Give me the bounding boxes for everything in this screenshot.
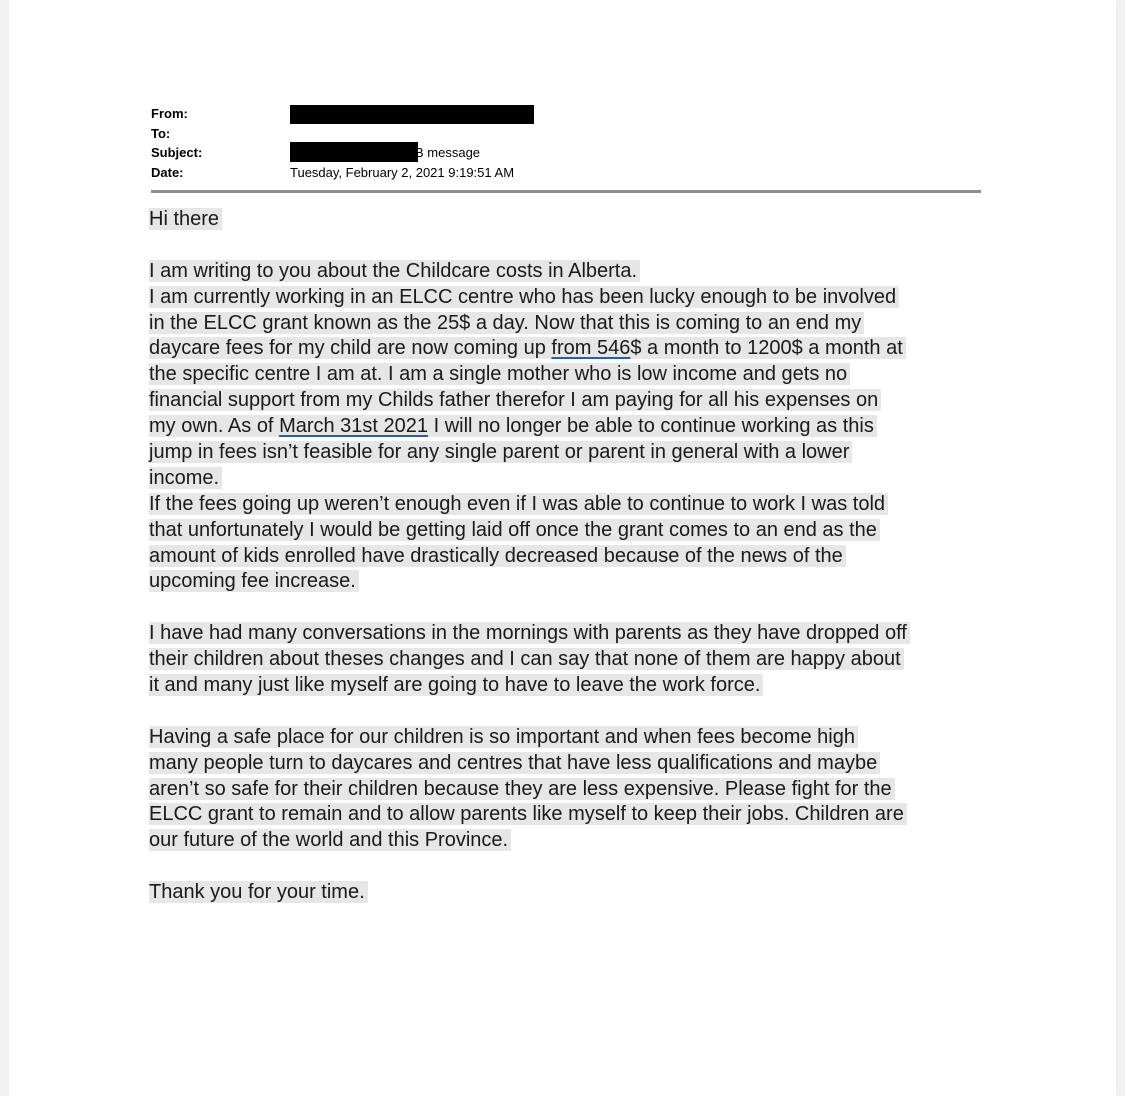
p3-line-3: aren’t so safe for their children because they are less expensive. Please fight for the <box>149 778 895 800</box>
p1-line-13: upcoming fee increase. <box>149 570 359 592</box>
p2-line-2: their children about theses changes and I can say that none of them are happy about <box>149 648 904 670</box>
date-link[interactable]: March 31st 2021 <box>279 415 429 438</box>
p3-line-2: many people turn to daycares and centres that have less qualifications and maybe <box>149 752 880 774</box>
p3-line-5: our future of the world and this Province. <box>149 829 511 851</box>
p1-line-10: If the fees going up weren’t enough even if I was able to continue to work I was told <box>149 493 888 515</box>
p1-line-11: that unfortunately I would be getting laid off once the grant comes to an end as the <box>149 519 880 541</box>
closing-text: Thank you for your time. <box>149 881 368 903</box>
p1-line-4a: daycare fees for my child are now coming up <box>149 337 546 360</box>
from-label: From: <box>151 106 188 121</box>
document-page <box>9 0 1116 1096</box>
paragraph-2 <box>149 621 989 699</box>
email-body <box>149 207 989 932</box>
from-row <box>151 104 991 124</box>
paragraph-3 <box>149 725 989 854</box>
date-value: Tuesday, February 2, 2021 9:19:51 AM <box>290 164 515 180</box>
date-row <box>151 163 991 183</box>
p1-line-4b: $ a month to 1200$ a month at <box>630 337 903 360</box>
subject-row <box>151 143 991 163</box>
p1-line-5: the specific centre I am at. I am a single mother who is low income and gets no <box>149 363 850 385</box>
p3-line-1: Having a safe place for our children is so important and when fees become high <box>149 726 858 748</box>
amount-link[interactable]: from 546 <box>551 337 631 360</box>
p3-line-4: ELCC grant to remain and to allow parents like myself to keep their jobs. Children are <box>149 803 907 825</box>
email-header <box>151 104 991 182</box>
p1-line-3: in the ELCC grant known as the 25$ a day. Now that this is coming to an end my <box>149 312 864 334</box>
subject-value: ELCC Rural Alberta FB message <box>290 145 481 160</box>
paragraph-1 <box>149 259 989 596</box>
p1-line-8: jump in fees isn’t feasible for any single parent or parent in general with a lower <box>149 441 852 463</box>
p1-line-1: I am writing to you about the Childcare costs in Alberta. <box>149 260 640 282</box>
to-row <box>151 124 991 144</box>
p1-line-7a: my own. As of <box>149 415 274 438</box>
p2-line-1: I have had many conversations in the mornings with parents as they have dropped off <box>149 622 910 644</box>
p1-line-6: financial support from my Childs father therefor I am paying for all his expenses on <box>149 389 881 411</box>
greeting-text: Hi there <box>149 208 222 230</box>
to-label: To: <box>151 125 171 141</box>
header-divider <box>151 190 981 193</box>
redacted-from-block <box>290 105 534 124</box>
p1-line-12: amount of kids enrolled have drastically decreased because of the news of the <box>149 545 846 567</box>
closing-paragraph <box>149 880 989 906</box>
subject-label: Subject: <box>151 145 203 160</box>
p1-line-9: income. <box>149 467 222 489</box>
greeting-paragraph <box>149 207 989 233</box>
p1-line-7b: I will no longer be able to continue working as this <box>428 415 874 438</box>
date-label: Date: <box>151 164 184 180</box>
p1-line-2: I am currently working in an ELCC centre who has been lucky enough to be involved <box>149 286 899 308</box>
p2-line-3: it and many just like myself are going to have to leave the work force. <box>149 674 763 696</box>
